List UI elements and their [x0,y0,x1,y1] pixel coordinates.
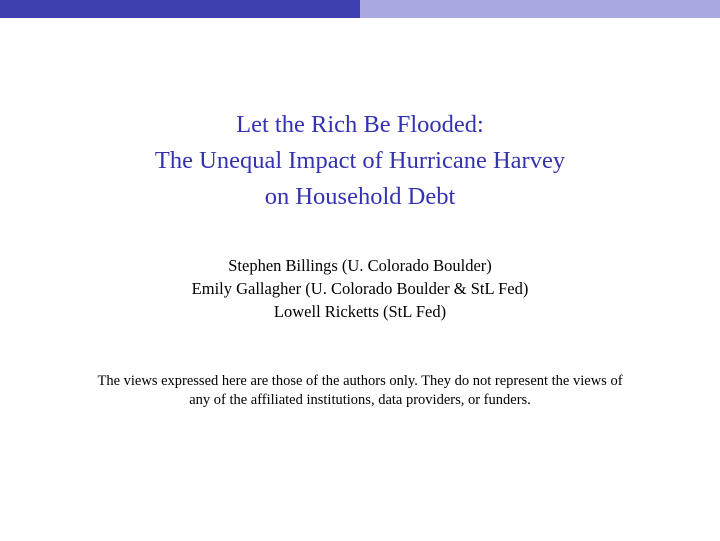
disclaimer-line-1: The views expressed here are those of the authors only. They do not represent the views of [97,373,623,389]
header-bar [0,0,720,18]
title-line-2: The Unequal Impact of Hurricane Harvey [154,147,566,174]
author-emily-gallagher: Emily Gallagher (U. Colorado Boulder & StL Fed) [191,279,529,298]
disclaimer-text [20,372,700,410]
author-list [0,254,720,323]
title-line-3: on Household Debt [264,183,456,210]
header-bar-right-segment [360,0,720,18]
slide-title [0,107,720,215]
header-bar-left-segment [0,0,360,18]
author-lowell-ricketts: Lowell Ricketts (StL Fed) [273,302,447,321]
title-line-1: Let the Rich Be Flooded: [236,111,484,138]
disclaimer-line-2: any of the affiliated institutions, data providers, or funders. [189,392,531,408]
author-stephen-billings: Stephen Billings (U. Colorado Boulder) [228,256,492,275]
